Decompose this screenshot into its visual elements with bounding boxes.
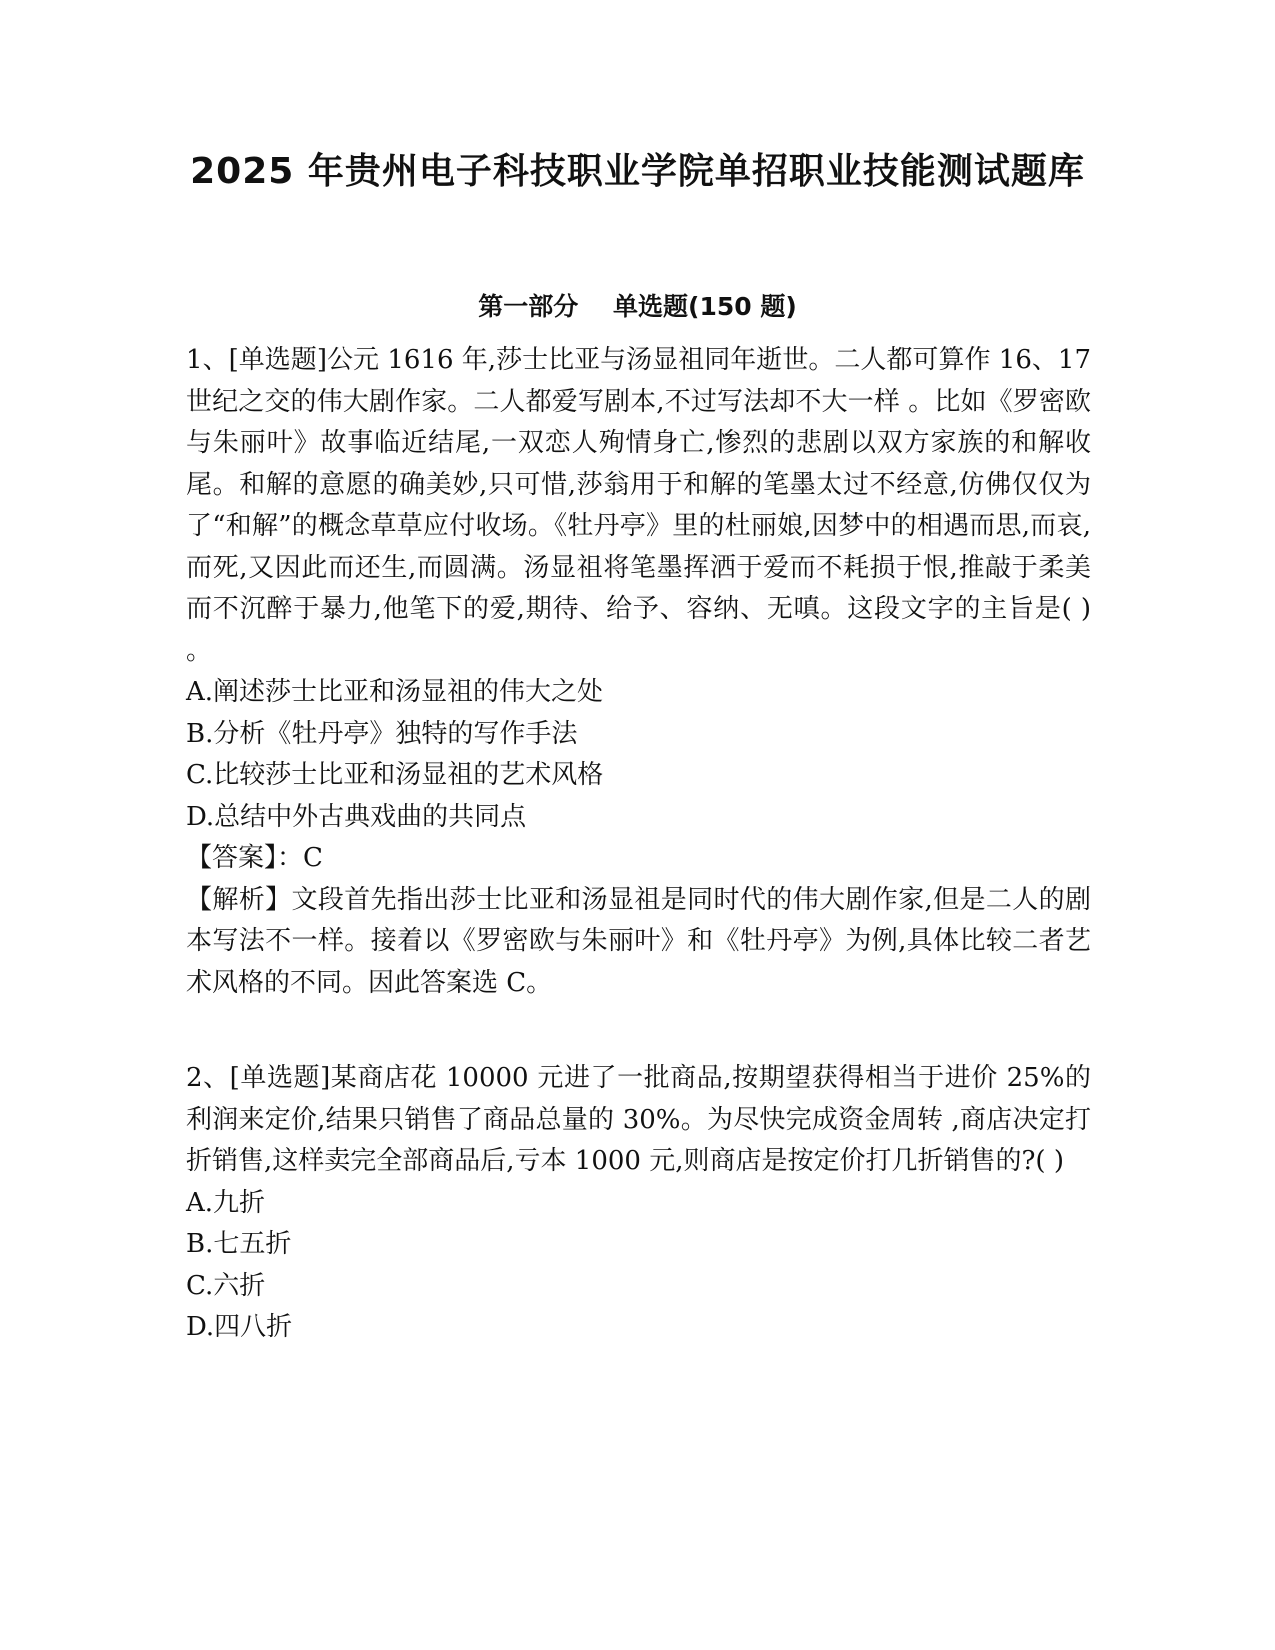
document-title: 2025 年贵州电子科技职业学院单招职业技能测试题库	[190, 151, 1085, 192]
option-b: B.分析《牡丹亭》独特的写作手法	[186, 718, 578, 749]
options-list	[186, 672, 1091, 838]
analysis-text: 【解析】文段首先指出莎士比亚和汤显祖是同时代的伟大剧作家,但是二人的剧本写法不一样。接着以《罗密欧与朱丽叶》和《牡丹亭》为例,具体比较二者艺术风格的不同。因此答案选 C。	[186, 884, 1091, 998]
question-stem: 2、[单选题]某商店花 10000 元进了一批商品,按期望获得相当于进价 25%的利润来定价,结果只销售了商品总量的 30%。为尽快完成资金周转 ,商店决定打折销售,这样卖完全部商品后,亏本 1000 元,则商店是按定价打几折销售的?( )	[186, 1063, 1091, 1176]
question-stem: 1、[单选题]公元 1616 年,莎士比亚与汤显祖同年逝世。二人都可算作 16、17 世纪之交的伟大剧作家。二人都爱写剧本,不过写法却不大一样 。比如《罗密欧与朱丽叶》故事临近结尾,一双恋人殉情身亡,惨烈的悲剧以双方家族的和解收尾。和解的意愿的确美妙,只可惜,莎翁用于和解的笔墨太过不经意,仿佛仅仅为了“和解”的概念草草应付收场。《牡丹亭》里的杜丽娘,因梦中的相遇而思,而哀,而死,又因此而还生,而圆满。汤显祖将笔墨挥洒于爱而不耗损于恨,推敲于柔美而不沉醉于暴力,他笔下的爱,期待、给予、容纳、无嗔。这段文字的主旨是( ) 。	[186, 345, 1091, 666]
option-c: C.六折	[186, 1270, 266, 1301]
option-d: D.四八折	[186, 1312, 293, 1342]
option-d: D.总结中外古典戏曲的共同点	[186, 801, 527, 832]
option-c: C.比较莎士比亚和汤显祖的艺术风格	[186, 760, 604, 790]
options-list	[186, 1183, 1091, 1349]
option-b: B.七五折	[186, 1229, 292, 1259]
question-2	[186, 1058, 1091, 1349]
question-1	[186, 340, 1091, 1004]
option-a: A.阐述莎士比亚和汤显祖的伟大之处	[186, 677, 604, 707]
answer-line: 【答案】：C	[186, 843, 323, 873]
option-a: A.九折	[186, 1187, 266, 1218]
section-title: 第一部分 单选题(150 题)	[478, 292, 797, 321]
